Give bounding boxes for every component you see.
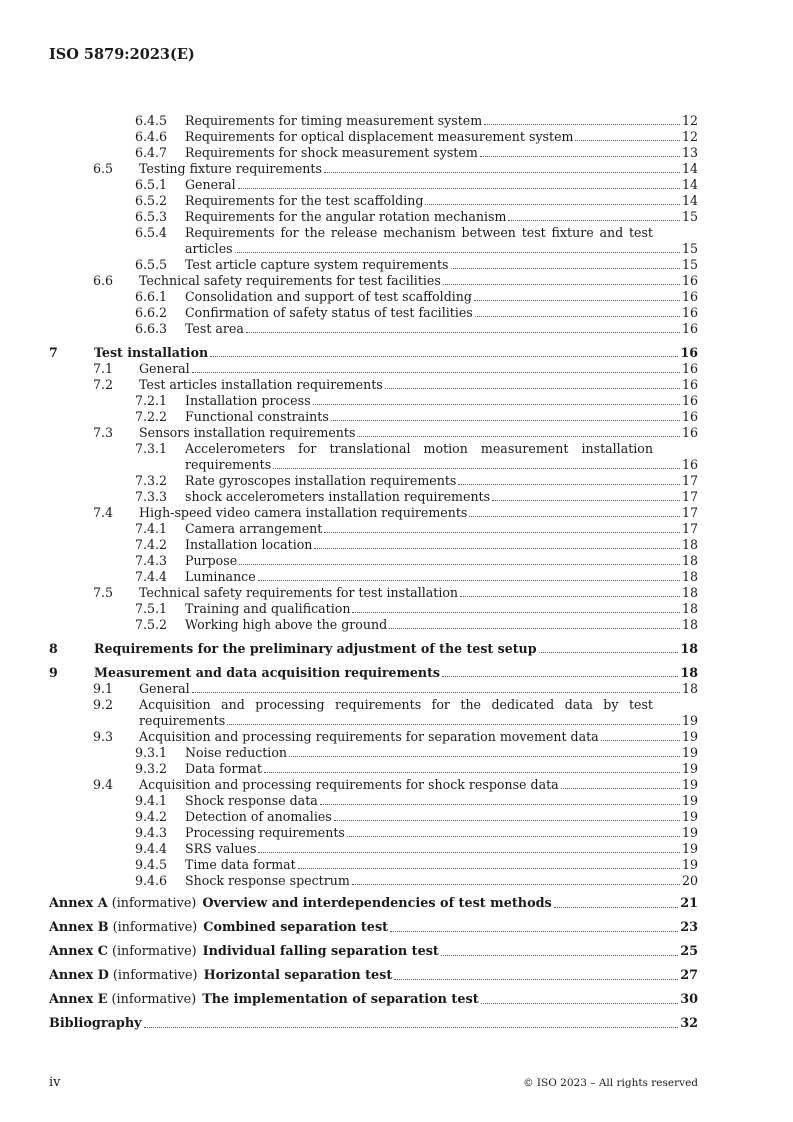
toc-entry[interactable] [49,225,698,257]
toc-number: 7.4.4 [135,569,168,584]
toc-number: 6.4.5 [135,113,168,128]
toc-leader [320,804,680,805]
toc-page: 32 [680,1016,698,1031]
toc-number: 7.4 [93,505,114,520]
toc-page: 17 [681,521,698,536]
toc-title: Detection of anomalies [185,809,332,824]
toc-leader [357,436,680,437]
toc-page: 21 [680,896,698,911]
toc-number: 9.4 [93,777,114,792]
toc-entry[interactable] [49,177,698,193]
toc-entry[interactable] [49,289,698,305]
toc-entry[interactable] [49,489,698,505]
toc-leader [324,172,680,173]
toc-entry[interactable] [49,441,698,473]
toc-title: Requirements for shock measurement system [185,145,478,160]
toc-page: 18 [681,585,698,600]
toc-entry[interactable] [49,321,698,337]
toc-leader [539,652,679,653]
toc-entry[interactable] [49,377,698,393]
toc-leader [394,979,678,980]
toc-page: 19 [681,841,698,856]
toc-number: 9.2 [93,697,114,712]
toc-leader [508,220,680,221]
toc-number: 6.6.1 [135,289,168,304]
annex-tag: (informative) [112,968,198,983]
toc-chapter[interactable] [49,345,698,361]
toc-page: 18 [681,681,698,696]
toc-chapter[interactable] [49,665,698,681]
toc-page: 16 [681,273,698,288]
toc-number: 9.3.2 [135,761,168,776]
toc-entry[interactable] [49,209,698,225]
toc-leader [235,252,680,253]
toc-title-continued: requirements [185,457,272,472]
toc-page: 16 [681,425,698,440]
toc-leader [192,692,680,693]
toc-page: 17 [681,489,698,504]
toc-page: 27 [680,968,698,983]
toc-title: Working high above the ground [185,617,388,632]
toc-leader [144,1027,679,1028]
toc-title: Combined separation test [203,920,389,935]
toc-leader [273,468,680,469]
toc-entry[interactable] [49,681,698,697]
toc-leader [554,907,678,908]
toc-entry[interactable] [49,617,698,633]
toc-entry[interactable] [49,537,698,553]
toc-number: 6.5.2 [135,193,168,208]
toc-leader [442,676,678,677]
toc-page: 20 [681,873,698,888]
toc-title: Requirements for the preliminary adjustment of the test setup [94,641,537,656]
annex-tag: (informative) [111,992,197,1007]
toc-title: Confirmation of safety status of test facilities [185,305,473,320]
toc-page: 19 [681,793,698,808]
toc-title: Requirements for the release mechanism between test fixture and test [185,225,653,240]
toc-annex[interactable] [49,968,698,984]
toc-leader [484,124,680,125]
toc-title: Requirements for the test scaffolding [185,193,424,208]
toc-leader [227,724,680,725]
page-number: iv [49,1075,61,1090]
toc-title: Requirements for timing measurement system [185,113,483,128]
toc-title: Camera arrangement [185,521,323,536]
toc-title: Technical safety requirements for test installation [139,585,459,600]
toc-number: 7.5 [93,585,114,600]
toc-title: Consolidation and support of test scaffolding [185,289,472,304]
annex-label: Annex B [49,920,109,935]
toc-title: Data format [185,761,262,776]
toc-title: Test articles installation requirements [139,377,383,392]
toc-leader [314,548,680,549]
toc-page: 19 [681,777,698,792]
toc-title: Shock response spectrum [185,873,350,888]
toc-title: SRS values [185,841,257,856]
toc-entry[interactable] [49,113,698,129]
toc-title: Accelerometers for translational motion measurement installation [185,441,653,456]
toc-title: Testing fixture requirements [139,161,322,176]
toc-leader [324,532,680,533]
annex-label: Annex D [49,968,109,983]
toc-leader [389,628,680,629]
toc-page: 19 [681,825,698,840]
toc-annex[interactable] [49,992,698,1008]
toc-page: 16 [681,457,698,472]
toc-number: 7.3.1 [135,441,168,456]
toc-leader [492,500,680,501]
toc-entry[interactable] [49,393,698,409]
annex-tag: (informative) [111,944,197,959]
toc-leader [601,740,680,741]
toc-page: 15 [681,241,698,256]
toc-number: 9.4.2 [135,809,168,824]
toc-entry[interactable] [49,521,698,537]
toc-title: Test article capture system requirements [185,257,449,272]
toc-title: Luminance [185,569,256,584]
toc-leader [239,564,680,565]
toc-title: Functional constraints [185,409,329,424]
toc-title: High-speed video camera installation requirements [139,505,468,520]
toc-page: 16 [681,305,698,320]
toc-page: 13 [681,145,698,160]
document-code: ISO 5879:2023(E) [49,46,195,63]
toc-entry[interactable] [49,193,698,209]
toc-entry[interactable] [49,857,698,873]
toc-entry[interactable] [49,585,698,601]
toc-leader [258,852,680,853]
toc-leader [331,420,680,421]
toc-page: 16 [680,345,698,360]
toc-title: Purpose [185,553,238,568]
toc-number: 6.5.5 [135,257,168,272]
toc-entry[interactable] [49,273,698,289]
toc-page: 16 [681,393,698,408]
toc-title: Measurement and data acquisition requirements [94,665,440,680]
toc-page: 18 [681,569,698,584]
toc-entry[interactable] [49,761,698,777]
annex-label: Annex E [49,992,108,1007]
annex-tag: (informative) [111,896,197,911]
toc-number: 9.3 [93,729,114,744]
toc-number: 7.4.3 [135,553,168,568]
toc-title: Acquisition and processing requirements for shock response data [139,777,559,792]
toc-page: 16 [681,377,698,392]
toc-title: Time data format [185,857,296,872]
toc-number: 9.4.1 [135,793,168,808]
toc-entry[interactable] [49,553,698,569]
annex-tag: (informative) [112,920,198,935]
toc-number: 9.4.3 [135,825,168,840]
toc-number: 7.2 [93,377,114,392]
toc-bibliography[interactable] [49,1016,698,1032]
toc-leader [313,404,680,405]
toc-page: 18 [681,553,698,568]
toc-number: 6.6 [93,273,114,288]
toc-page: 30 [680,992,698,1007]
toc-page: 18 [680,665,698,680]
toc-leader [481,1003,679,1004]
toc-page: 16 [681,361,698,376]
toc-title: Rate gyroscopes installation requirements [185,473,457,488]
toc-annex[interactable] [49,896,698,912]
toc-leader [385,388,680,389]
toc-leader [390,931,678,932]
page-footer [49,1075,698,1090]
toc-leader [480,156,680,157]
toc-title: Bibliography [49,1016,142,1031]
toc-chapter[interactable] [49,641,698,657]
toc-annex[interactable] [49,920,698,936]
toc-page: 12 [681,113,698,128]
toc-page: 18 [681,601,698,616]
toc-page: 19 [681,745,698,760]
toc-title: Training and qualification [185,601,351,616]
toc-number: 7.3.3 [135,489,168,504]
toc-entry[interactable] [49,409,698,425]
toc-title: Processing requirements [185,825,345,840]
toc-number: 7.3 [93,425,114,440]
toc-page: 19 [681,857,698,872]
toc-number: 6.6.2 [135,305,168,320]
toc-leader [575,140,679,141]
toc-number: 6.4.7 [135,145,168,160]
toc-page: 19 [681,713,698,728]
toc-title: Requirements for optical displacement measurement system [185,129,574,144]
annex-label: Annex A [49,896,108,911]
toc-page: 15 [681,257,698,272]
toc-number: 9 [49,665,58,680]
toc-leader [238,188,680,189]
toc-title: Horizontal separation test [203,968,393,983]
toc-leader [192,372,680,373]
toc-leader [425,204,680,205]
toc-leader [258,580,680,581]
toc-title: Test area [185,321,244,336]
toc-leader [264,772,680,773]
toc-page: 19 [681,809,698,824]
toc-number: 9.4.4 [135,841,168,856]
toc-page: 14 [681,161,698,176]
toc-number: 9.4.5 [135,857,168,872]
copyright-notice: © ISO 2023 – All rights reserved [523,1077,698,1089]
toc-title: Acquisition and processing requirements for separation movement data [139,729,599,744]
toc-page: 17 [681,505,698,520]
toc-leader [334,820,680,821]
toc-title-continued: requirements [139,713,226,728]
toc-number: 9.1 [93,681,114,696]
toc-leader [443,284,680,285]
toc-number: 7 [49,345,58,360]
toc-page: 18 [680,641,698,656]
toc-page: 15 [681,209,698,224]
toc-page: 14 [681,177,698,192]
toc-title: Test installation [94,345,209,360]
toc-number: 7.1 [93,361,114,376]
toc-title: Noise reduction [185,745,288,760]
toc-leader [469,516,680,517]
toc-page: 16 [681,289,698,304]
toc-number: 6.5 [93,161,114,176]
toc-title-continued: articles [185,241,233,256]
toc-entry[interactable] [49,305,698,321]
toc-entry[interactable] [49,601,698,617]
toc-entry[interactable] [49,505,698,521]
toc-leader [561,788,680,789]
toc-page: 16 [681,409,698,424]
toc-leader [289,756,680,757]
toc-title: Installation location [185,537,313,552]
toc-leader [347,836,680,837]
toc-entry[interactable] [49,161,698,177]
toc-title: Technical safety requirements for test facilities [139,273,441,288]
toc-leader [352,612,680,613]
toc-number: 6.5.3 [135,209,168,224]
toc-number: 7.4.1 [135,521,168,536]
toc-number: 7.2.2 [135,409,168,424]
toc-number: 7.5.1 [135,601,168,616]
toc-entry[interactable] [49,361,698,377]
toc-number: 6.4.6 [135,129,168,144]
toc-entry[interactable] [49,145,698,161]
toc-leader [352,884,680,885]
toc-title: Shock response data [185,793,318,808]
toc-entry[interactable] [49,809,698,825]
toc-number: 7.2.1 [135,393,168,408]
toc-entry[interactable] [49,473,698,489]
toc-page: 25 [680,944,698,959]
toc-entry[interactable] [49,745,698,761]
toc-number: 9.4.6 [135,873,168,888]
toc-number: 6.6.3 [135,321,168,336]
toc-title: General [139,681,190,696]
toc-title: Sensors installation requirements [139,425,356,440]
toc-title: General [139,361,190,376]
toc-title: Overview and interdependencies of test methods [202,896,552,911]
toc-page: 12 [681,129,698,144]
toc-entry[interactable] [49,129,698,145]
toc-page: 18 [681,617,698,632]
toc-page: 14 [681,193,698,208]
toc-leader [298,868,680,869]
toc-leader [458,484,680,485]
toc-number: 7.4.2 [135,537,168,552]
toc-annex[interactable] [49,944,698,960]
toc-entry[interactable] [49,425,698,441]
toc-title: General [185,177,236,192]
toc-leader [475,316,680,317]
toc-title: shock accelerometers installation requirements [185,489,491,504]
table-of-contents [49,113,698,1032]
toc-number: 6.5.1 [135,177,168,192]
toc-title: Requirements for the angular rotation mechanism [185,209,507,224]
toc-page: 23 [680,920,698,935]
toc-title: Individual falling separation test [202,944,439,959]
annex-label: Annex C [49,944,108,959]
toc-leader [210,356,678,357]
toc-number: 7.3.2 [135,473,168,488]
toc-leader [441,955,678,956]
toc-number: 6.5.4 [135,225,168,240]
toc-leader [474,300,680,301]
toc-title: Acquisition and processing requirements for the dedicated data by test [139,697,653,712]
toc-page: 16 [681,321,698,336]
toc-entry[interactable] [49,729,698,745]
toc-title: Installation process [185,393,311,408]
toc-page: 18 [681,537,698,552]
toc-entry[interactable] [49,777,698,793]
toc-entry[interactable] [49,793,698,809]
toc-entry[interactable] [49,257,698,273]
toc-entry[interactable] [49,841,698,857]
toc-page: 19 [681,761,698,776]
toc-page: 17 [681,473,698,488]
toc-number: 8 [49,641,58,656]
toc-leader [246,332,680,333]
toc-leader [460,596,680,597]
toc-number: 9.3.1 [135,745,168,760]
toc-entry[interactable] [49,697,698,729]
toc-entry[interactable] [49,569,698,585]
toc-title: The implementation of separation test [202,992,479,1007]
toc-entry[interactable] [49,825,698,841]
toc-page: 19 [681,729,698,744]
toc-entry[interactable] [49,873,698,889]
toc-number: 7.5.2 [135,617,168,632]
toc-leader [451,268,680,269]
